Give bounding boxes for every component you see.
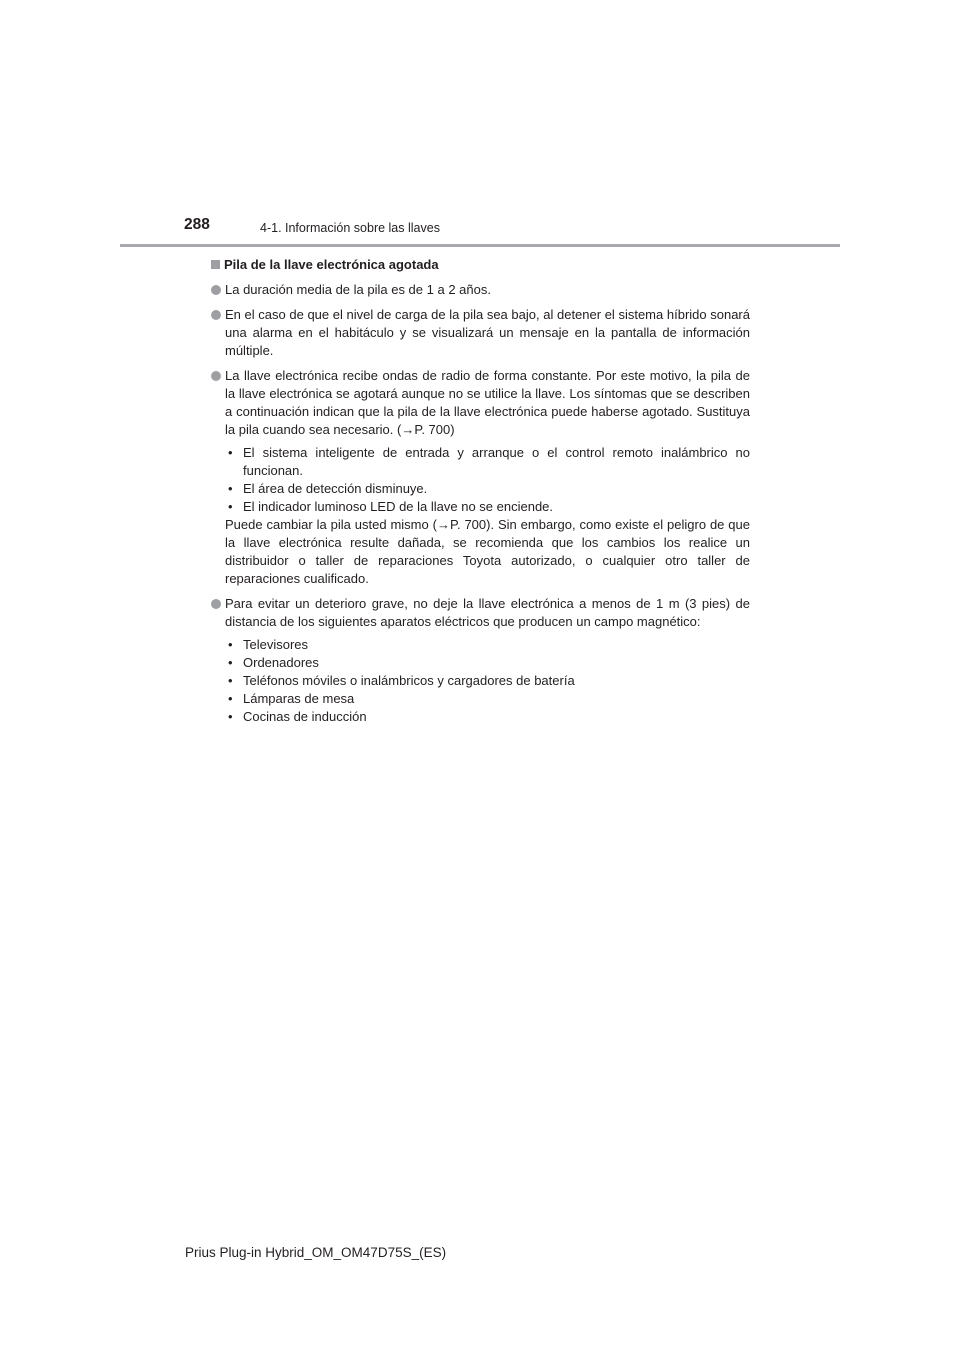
list-item xyxy=(211,281,750,299)
dot-bullet-icon: • xyxy=(228,709,233,724)
item-text: En el caso de que el nivel de carga de la pila sea bajo, al detener el sistema híbrido sonará una alarma en el habitáculo y se visualizará un mensaje en la pantalla de información múltiple. xyxy=(225,307,750,358)
sub-list-item: • Cocinas de inducción xyxy=(225,708,750,726)
item-text: La duración media de la pila es de 1 a 2 años. xyxy=(225,282,491,297)
chapter-title: 4-1. Información sobre las llaves xyxy=(260,221,440,235)
sub-list-item: • Ordenadores xyxy=(225,654,750,672)
sub-list-item: • El área de detección disminuye. xyxy=(225,480,750,498)
section-heading-text: Pila de la llave electrónica agotada xyxy=(224,257,439,272)
section-heading xyxy=(211,256,750,274)
dot-bullet-icon: • xyxy=(228,499,233,514)
battery-change-note: Puede cambiar la pila usted mismo (→P. 700). Sin embargo, como existe el peligro de que la llave electrónica resulte dañada, se recomienda que los cambios los realice un distribuidor o taller de reparaciones Toyota autorizado, o cualquier otro taller de reparaciones cualificado. xyxy=(225,517,750,586)
appliance-list xyxy=(225,636,750,726)
dot-bullet-icon: • xyxy=(228,673,233,688)
dot-bullet-icon: • xyxy=(228,481,233,496)
dot-bullet-icon: • xyxy=(228,655,233,670)
square-bullet-icon xyxy=(211,260,220,269)
symptom-list xyxy=(225,444,750,516)
item-text: La llave electrónica recibe ondas de radio de forma constante. Por este motivo, la pila de la llave electrónica se agotará aunque no se utilice la llave. Los síntomas que se describen a continuación indican que la pila de la llave electrónica puede haberse agotado. Sustituya la pila cuando sea necesario. (→P. 700) xyxy=(225,368,750,437)
circle-bullet-icon xyxy=(211,599,221,609)
circle-bullet-icon xyxy=(211,310,221,320)
sub-list-item: • El sistema inteligente de entrada y arranque o el control remoto inalámbrico no funcionan. xyxy=(225,444,750,480)
circle-bullet-icon xyxy=(211,285,221,295)
footer-document-id: Prius Plug-in Hybrid_OM_OM47D75S_(ES) xyxy=(185,1245,447,1260)
dot-bullet-icon: • xyxy=(228,691,233,706)
list-item xyxy=(211,306,750,360)
dot-bullet-icon: • xyxy=(228,445,233,460)
list-item xyxy=(211,367,750,588)
section xyxy=(211,256,750,733)
header-rule xyxy=(120,244,840,247)
circle-bullet-icon xyxy=(211,371,221,381)
sub-list-item: • El indicador luminoso LED de la llave no se enciende. xyxy=(225,498,750,516)
sub-list-item: • Lámparas de mesa xyxy=(225,690,750,708)
dot-bullet-icon: • xyxy=(228,637,233,652)
sub-list-item: • Televisores xyxy=(225,636,750,654)
sub-list-item: • Teléfonos móviles o inalámbricos y cargadores de batería xyxy=(225,672,750,690)
item-text: Para evitar un deterioro grave, no deje la llave electrónica a menos de 1 m (3 pies) de distancia de los siguientes aparatos eléctricos que producen un campo magnético: xyxy=(225,596,750,629)
list-item xyxy=(211,595,750,726)
page-number: 288 xyxy=(184,216,210,233)
